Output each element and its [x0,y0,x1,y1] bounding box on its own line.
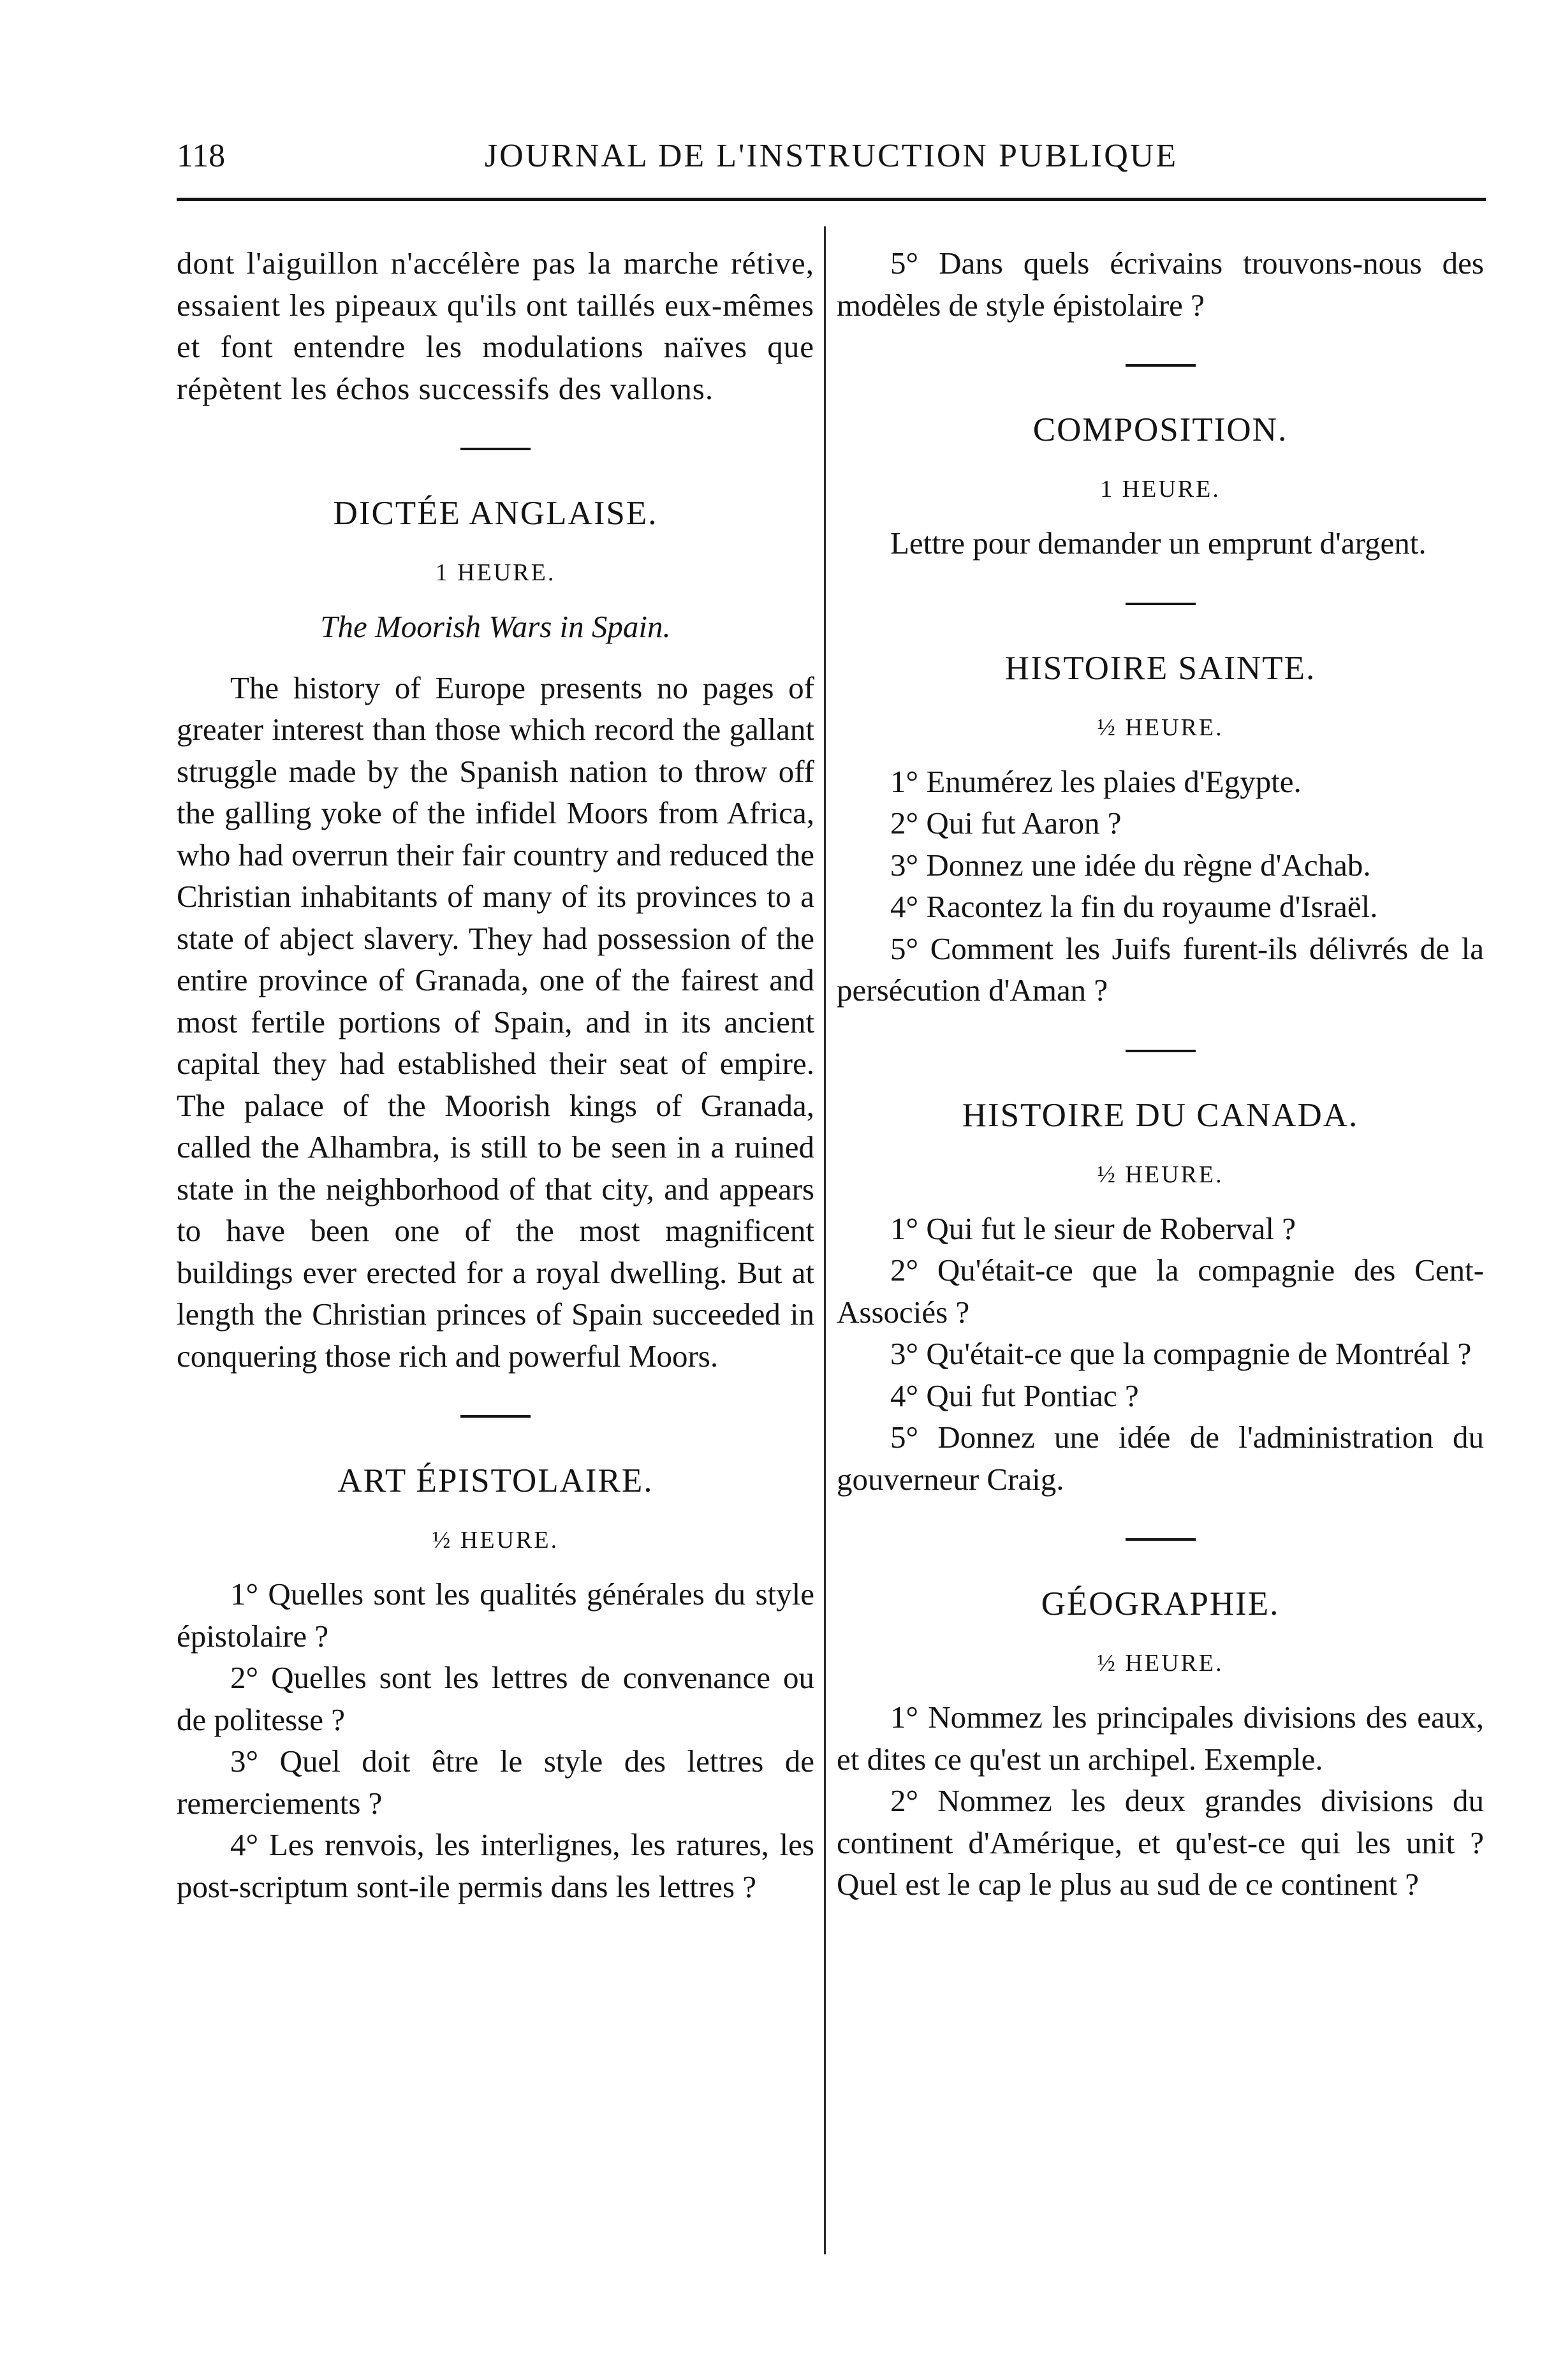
dictee-body: The history of Europe presents no pages of greater interest than those which record the gallant struggle made by the Spanish nation to throw off the galling yoke of the infidel Moors from Africa, who had overrun their fair country and reduced the Christian inhabitants of many of its provinces to a state of abject slavery. They had possession of the entire province of Granada, one of the fairest and most fertile portions of Spain, and in its ancient capital they had established their seat of empire. The palace of the Moorish kings of Granada, called the Alhambra, is still to be seen in a ruined state in the neighborhood of that city, and appears to have been one of the most magnificent buildings ever erected for a royal dwelling. But at length the Christian princes of Spain succeeded in conquering those rich and powerful Moors. [177,670,814,1374]
art-question: 3° Quel doit être le style des lettres de remerciements ? [177,1744,814,1821]
page-header [177,131,1486,188]
histoire-canada-question: 4° Qui fut Pontiac ? [890,1377,1139,1413]
intro-paragraph: dont l'aiguillon n'accélère pas la marche rétive, essaient les pipeaux qu'ils ont taillés eux-mêmes et font entendre les modulations naïves que répètent les échos successifs des vallons. [177,246,814,406]
art-question: 4° Les renvois, les interlignes, les ratures, les post-scriptum sont-ile permis dans les lettres ? [177,1827,814,1904]
section-separator [177,409,814,492]
section-separator [837,326,1484,409]
header-rule [177,198,1486,201]
composition-body: Lettre pour demander un emprunt d'argent. [890,525,1427,561]
histoire-sainte-question: 4° Racontez la fin du royaume d'Israël. [890,889,1378,924]
dictee-duration: 1 HEURE. [435,559,556,586]
running-title: JOURNAL DE L'INSTRUCTION PUBLIQUE [484,138,1178,174]
section-separator [177,1377,814,1460]
histoire-canada-duration: ½ HEURE. [1097,1161,1224,1188]
histoire-sainte-title: HISTOIRE SAINTE. [1004,649,1316,687]
histoire-canada-question: 2° Qu'était-ce que la compagnie des Cent-Associés ? [837,1252,1484,1330]
section-separator [837,1011,1484,1094]
composition-duration: 1 HEURE. [1100,476,1221,503]
histoire-canada-title: HISTOIRE DU CANADA. [962,1096,1359,1134]
geographie-question: 1° Nommez les principales divisions des eaux, et dites ce qu'est un archipel. Exemple. [837,1700,1484,1777]
page-number: 118 [177,138,226,174]
dictee-subtitle: The Moorish Wars in Spain. [320,609,671,644]
section-separator [837,564,1484,647]
column-divider [824,226,826,2254]
geographie-question: 2° Nommez les deux grandes divisions du continent d'Amérique, et qu'est-ce qui les unit ? Quel est le cap le plus au sud de ce continent ? [837,1783,1484,1902]
section-separator [837,1500,1484,1583]
histoire-sainte-duration: ½ HEURE. [1097,714,1224,741]
histoire-canada-question: 5° Donnez une idée de l'administration du gouverneur Craig. [837,1420,1484,1497]
histoire-sainte-question: 1° Enumérez les plaies d'Egypte. [890,763,1302,799]
dictee-title: DICTÉE ANGLAISE. [333,495,658,532]
left-column [177,242,814,1907]
geographie-title: GÉOGRAPHIE. [1041,1585,1280,1622]
histoire-canada-question: 1° Qui fut le sieur de Roberval ? [890,1210,1296,1246]
art-question: 2° Quelles sont les lettres de convenance ou de politesse ? [177,1660,814,1737]
art-question: 1° Quelles sont les qualités générales du style épistolaire ? [177,1576,814,1654]
art-question-continued: 5° Dans quels écrivains trouvons-nous des modèles de style épistolaire ? [837,246,1484,323]
composition-title: COMPOSITION. [1032,411,1288,448]
histoire-sainte-question: 3° Donnez une idée du règne d'Achab. [890,847,1371,883]
art-title: ART ÉPISTOLAIRE. [337,1462,654,1499]
histoire-canada-question: 3° Qu'était-ce que la compagnie de Montréal ? [890,1336,1472,1371]
right-column [837,242,1484,1906]
geographie-duration: ½ HEURE. [1097,1650,1224,1677]
art-duration: ½ HEURE. [432,1527,559,1554]
histoire-sainte-question: 2° Qui fut Aaron ? [890,805,1122,841]
histoire-sainte-question: 5° Comment les Juifs furent-ils délivrés de la persécution d'Aman ? [837,930,1484,1008]
